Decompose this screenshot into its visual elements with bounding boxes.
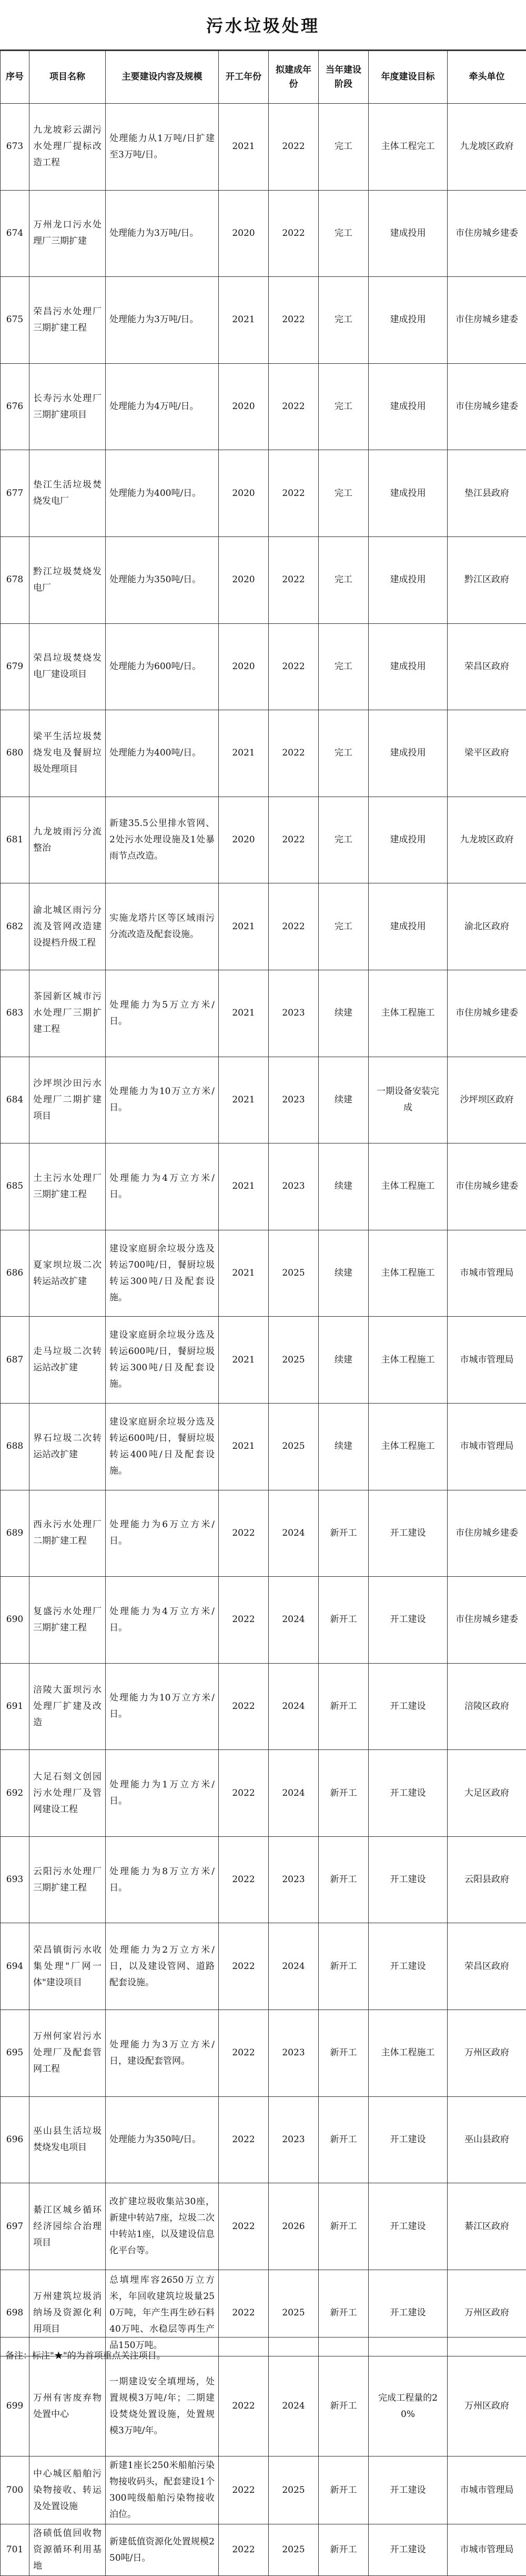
construction-content-cell: 处理能力为5万立方米/日。: [106, 970, 219, 1057]
construction-stage-cell: 续建: [319, 1230, 369, 1317]
project-name-cell: 万州何家岩污水处理厂及配套管网工程: [29, 2010, 106, 2097]
project-table: [0, 51, 526, 2576]
construction-content-cell: 处理能力为2万立方米/日，以及建设管网、道路配套设施。: [106, 1923, 219, 2010]
table-row: [1, 536, 526, 623]
start-year-cell: 2022: [219, 2010, 269, 2097]
row-number-cell: 683: [1, 970, 29, 1057]
table-row: [1, 1663, 526, 1750]
start-year-cell: 2022: [219, 2456, 269, 2524]
completion-year-cell: 2025: [269, 2524, 319, 2576]
row-number-cell: 676: [1, 363, 29, 450]
construction-stage-cell: 续建: [319, 1143, 369, 1230]
completion-year-cell: 2022: [269, 623, 319, 710]
lead-unit-cell: 綦江区政府: [448, 2183, 526, 2270]
completion-year-cell: 2022: [269, 536, 319, 623]
start-year-cell: 2022: [219, 1663, 269, 1750]
lead-unit-cell: 市住房城乡建委: [448, 1143, 526, 1230]
project-name-cell: 夏家坝垃圾二次转运站改扩建: [29, 1230, 106, 1317]
annual-goal-cell: 建成投用: [369, 797, 448, 883]
project-name-cell: 云阳污水处理厂三期扩建工程: [29, 1836, 106, 1923]
annual-goal-cell: 开工建设: [369, 2096, 448, 2183]
header-cell: 当年建设阶段: [319, 51, 369, 104]
start-year-cell: 2021: [219, 1143, 269, 1230]
start-year-cell: 2022: [219, 2270, 269, 2356]
header-cell: 开工年份: [219, 51, 269, 104]
header-cell: 序号: [1, 51, 29, 104]
lead-unit-cell: 垫江县政府: [448, 450, 526, 537]
construction-stage-cell: 新开工: [319, 1750, 369, 1837]
lead-unit-cell: 九龙坡区政府: [448, 797, 526, 883]
project-name-cell: 土主污水处理厂三期扩建工程: [29, 1143, 106, 1230]
completion-year-cell: 2024: [269, 1490, 319, 1577]
table-row: [1, 623, 526, 710]
project-name-cell: 西永污水处理厂二期扩建工程: [29, 1490, 106, 1577]
lead-unit-cell: 市住房城乡建委: [448, 363, 526, 450]
construction-content-cell: 处理能力为3万吨/日。: [106, 190, 219, 277]
annual-goal-cell: 建成投用: [369, 623, 448, 710]
completion-year-cell: 2025: [269, 1317, 319, 1404]
project-name-cell: 巫山县生活垃圾焚烧发电项目: [29, 2096, 106, 2183]
annual-goal-cell: 开工建设: [369, 2183, 448, 2270]
lead-unit-cell: 荣昌区政府: [448, 1923, 526, 2010]
project-name-cell: 九龙坡雨污分流整治: [29, 797, 106, 883]
row-number-cell: 691: [1, 1663, 29, 1750]
start-year-cell: 2022: [219, 2183, 269, 2270]
table-row: [1, 2010, 526, 2097]
annual-goal-cell: 开工建设: [369, 1836, 448, 1923]
construction-content-cell: 改扩建垃圾收集站30座，新建中转站7座，垃圾二次中转站1座，以及建设信息化平台等。: [106, 2183, 219, 2270]
construction-content-cell: 处理能力为400吨/日。: [106, 710, 219, 797]
row-number-cell: 701: [1, 2524, 29, 2576]
completion-year-cell: 2022: [269, 104, 319, 191]
completion-year-cell: 2022: [269, 710, 319, 797]
table-row: [1, 797, 526, 883]
construction-stage-cell: 续建: [319, 970, 369, 1057]
construction-stage-cell: 完工: [319, 797, 369, 883]
annual-goal-cell: 建成投用: [369, 450, 448, 537]
table-row: [1, 277, 526, 364]
annual-goal-cell: 一期设备安装完成: [369, 1057, 448, 1143]
lead-unit-cell: 市住房城乡建委: [448, 1577, 526, 1664]
row-number-cell: 678: [1, 536, 29, 623]
completion-year-cell: 2022: [269, 797, 319, 883]
annual-goal-cell: 开工建设: [369, 1663, 448, 1750]
table-row: [1, 2183, 526, 2270]
project-name-cell: 荣昌镇街污水收集处理"厂网一体"建设项目: [29, 1923, 106, 2010]
header-cell: 牵头单位: [448, 51, 526, 104]
row-number-cell: 681: [1, 797, 29, 883]
start-year-cell: 2020: [219, 623, 269, 710]
row-number-cell: 700: [1, 2456, 29, 2524]
start-year-cell: 2022: [219, 1750, 269, 1837]
construction-content-cell: 处理能力为350吨/日。: [106, 2096, 219, 2183]
table-row: [1, 1750, 526, 1837]
start-year-cell: 2021: [219, 883, 269, 970]
annual-goal-cell: 开工建设: [369, 1923, 448, 2010]
construction-stage-cell: 续建: [319, 1057, 369, 1143]
completion-year-cell: 2022: [269, 363, 319, 450]
table-row: [1, 1836, 526, 1923]
completion-year-cell: 2026: [269, 2183, 319, 2270]
project-name-cell: 荣昌污水处理厂三期扩建工程: [29, 277, 106, 364]
annual-goal-cell: 建成投用: [369, 536, 448, 623]
start-year-cell: 2022: [219, 2096, 269, 2183]
construction-content-cell: 新建低值资源化处置规模250吨/日。: [106, 2524, 219, 2576]
completion-year-cell: 2025: [269, 1230, 319, 1317]
project-name-cell: 九龙坡彩云湖污水处理厂提标改造工程: [29, 104, 106, 191]
row-number-cell: 698: [1, 2270, 29, 2356]
completion-year-cell: 2023: [269, 1143, 319, 1230]
construction-content-cell: 一期建设安全填埋场，处置规模3万吨/年；二期建设焚烧处置设施，处置规模3万吨/年。: [106, 2356, 219, 2456]
project-name-cell: 荣昌垃圾焚烧发电厂建设项目: [29, 623, 106, 710]
construction-stage-cell: 完工: [319, 450, 369, 537]
start-year-cell: 2022: [219, 1490, 269, 1577]
construction-content-cell: 总填埋库容2650万立方米，年回收建筑垃圾量250万吨，年产生再生砂石料40万吨、水稳层等再生产品150万吨。: [106, 2270, 219, 2356]
start-year-cell: 2022: [219, 1577, 269, 1664]
row-number-cell: 696: [1, 2096, 29, 2183]
row-number-cell: 690: [1, 1577, 29, 1664]
annual-goal-cell: 主体工程施工: [369, 2010, 448, 2097]
annual-goal-cell: 建成投用: [369, 190, 448, 277]
table-row: [1, 2456, 526, 2524]
completion-year-cell: 2024: [269, 1750, 319, 1837]
table-row: [1, 1403, 526, 1490]
start-year-cell: 2021: [219, 104, 269, 191]
construction-stage-cell: 续建: [319, 1403, 369, 1490]
start-year-cell: 2020: [219, 450, 269, 537]
row-number-cell: 680: [1, 710, 29, 797]
construction-stage-cell: 续建: [319, 1317, 369, 1404]
construction-stage-cell: 完工: [319, 190, 369, 277]
table-row: [1, 1143, 526, 1230]
table-row: [1, 104, 526, 191]
lead-unit-cell: 九龙坡区政府: [448, 104, 526, 191]
table-row: [1, 2096, 526, 2183]
lead-unit-cell: 市城市管理局: [448, 1317, 526, 1404]
project-name-cell: 万州有害废弃物处置中心: [29, 2356, 106, 2456]
construction-stage-cell: 新开工: [319, 2010, 369, 2097]
table-row: [1, 1317, 526, 1404]
completion-year-cell: 2022: [269, 190, 319, 277]
construction-stage-cell: 完工: [319, 623, 369, 710]
start-year-cell: 2020: [219, 797, 269, 883]
row-number-cell: 677: [1, 450, 29, 537]
construction-stage-cell: 新开工: [319, 2096, 369, 2183]
row-number-cell: 697: [1, 2183, 29, 2270]
annual-goal-cell: 主体工程施工: [369, 970, 448, 1057]
start-year-cell: 2021: [219, 1230, 269, 1317]
construction-content-cell: 新建35.5公里排水管网、2处污水处理设施及1处暴雨节点改造。: [106, 797, 219, 883]
row-number-cell: 694: [1, 1923, 29, 2010]
table-row: [1, 190, 526, 277]
completion-year-cell: 2024: [269, 2356, 319, 2456]
completion-year-cell: 2025: [269, 1403, 319, 1490]
project-name-cell: 洛碛低值回收物资源循环利用基地: [29, 2524, 106, 2576]
table-header-row: [1, 51, 526, 104]
row-number-cell: 687: [1, 1317, 29, 1404]
row-number-cell: 684: [1, 1057, 29, 1143]
annual-goal-cell: 主体工程完工: [369, 104, 448, 191]
construction-stage-cell: 新开工: [319, 2270, 369, 2356]
table-row: [1, 363, 526, 450]
completion-year-cell: 2025: [269, 2270, 319, 2356]
construction-stage-cell: 新开工: [319, 1577, 369, 1664]
construction-content-cell: 建设家庭厨余垃圾分选及转运600吨/日，餐厨垃圾转运400吨/日及配套设施。: [106, 1403, 219, 1490]
annual-goal-cell: 开工建设: [369, 2524, 448, 2576]
project-name-cell: 大足石刻文创园污水处理厂及管网建设工程: [29, 1750, 106, 1837]
construction-stage-cell: 新开工: [319, 2183, 369, 2270]
construction-content-cell: 处理能力为4万立方米/日。: [106, 1143, 219, 1230]
project-name-cell: 沙坪坝沙田污水处理厂二期扩建项目: [29, 1057, 106, 1143]
start-year-cell: 2021: [219, 277, 269, 364]
lead-unit-cell: 万州区政府: [448, 2010, 526, 2097]
construction-stage-cell: 完工: [319, 277, 369, 364]
construction-content-cell: 处理能力为600吨/日。: [106, 623, 219, 710]
project-name-cell: 垫江生活垃圾焚烧发电厂: [29, 450, 106, 537]
row-number-cell: 679: [1, 623, 29, 710]
row-number-cell: 693: [1, 1836, 29, 1923]
lead-unit-cell: 荣昌区政府: [448, 623, 526, 710]
construction-content-cell: 处理能力从1万吨/日扩建至3万吨/日。: [106, 104, 219, 191]
start-year-cell: 2022: [219, 2524, 269, 2576]
header-cell: 拟建成年份: [269, 51, 319, 104]
construction-content-cell: 处理能力为10万立方米/日。: [106, 1663, 219, 1750]
construction-stage-cell: 新开工: [319, 1490, 369, 1577]
row-number-cell: 685: [1, 1143, 29, 1230]
row-number-cell: 675: [1, 277, 29, 364]
completion-year-cell: 2023: [269, 970, 319, 1057]
annual-goal-cell: 建成投用: [369, 363, 448, 450]
table-row: [1, 970, 526, 1057]
start-year-cell: 2021: [219, 710, 269, 797]
project-name-cell: 界石垃圾二次转运站改扩建: [29, 1403, 106, 1490]
start-year-cell: 2021: [219, 1317, 269, 1404]
lead-unit-cell: 万州区政府: [448, 2356, 526, 2456]
completion-year-cell: 2025: [269, 2456, 319, 2524]
lead-unit-cell: 渝北区政府: [448, 883, 526, 970]
construction-stage-cell: 新开工: [319, 2456, 369, 2524]
project-name-cell: 綦江区城乡循环经济园综合治理项目: [29, 2183, 106, 2270]
row-number-cell: 682: [1, 883, 29, 970]
lead-unit-cell: 市住房城乡建委: [448, 190, 526, 277]
project-name-cell: 走马垃圾二次转运站改扩建: [29, 1317, 106, 1404]
start-year-cell: 2021: [219, 1403, 269, 1490]
page-title: 污水垃圾处理: [0, 0, 526, 51]
project-name-cell: 中心城区船舶污染物接收、转运及处置设施: [29, 2456, 106, 2524]
table-row: [1, 1577, 526, 1664]
completion-year-cell: 2023: [269, 1057, 319, 1143]
row-number-cell: 673: [1, 104, 29, 191]
construction-content-cell: 建设家庭厨余垃圾分选及转运600吨/日，餐厨垃圾转运300吨/日及配套设施。: [106, 1317, 219, 1404]
annual-goal-cell: 主体工程施工: [369, 1317, 448, 1404]
row-number-cell: 695: [1, 2010, 29, 2097]
construction-stage-cell: 新开工: [319, 1836, 369, 1923]
construction-content-cell: 处理能力为3万立方米/日，建设配套管网。: [106, 2010, 219, 2097]
lead-unit-cell: 市住房城乡建委: [448, 970, 526, 1057]
project-name-cell: 长寿污水处理厂三期扩建项目: [29, 363, 106, 450]
annual-goal-cell: 主体工程施工: [369, 1143, 448, 1230]
start-year-cell: 2020: [219, 536, 269, 623]
start-year-cell: 2020: [219, 190, 269, 277]
project-name-cell: 复盛污水处理厂三期扩建工程: [29, 1577, 106, 1664]
construction-stage-cell: 完工: [319, 883, 369, 970]
lead-unit-cell: 市住房城乡建委: [448, 1490, 526, 1577]
construction-stage-cell: 新开工: [319, 2524, 369, 2576]
annual-goal-cell: 开工建设: [369, 1490, 448, 1577]
construction-content-cell: 处理能力为350吨/日。: [106, 536, 219, 623]
table-row: [1, 1490, 526, 1577]
annual-goal-cell: 完成工程量的20%: [369, 2356, 448, 2456]
row-number-cell: 699: [1, 2356, 29, 2456]
header-cell: 项目名称: [29, 51, 106, 104]
construction-content-cell: 处理能力为6万立方米/日。: [106, 1490, 219, 1577]
annual-goal-cell: 开工建设: [369, 2456, 448, 2524]
lead-unit-cell: 市城市管理局: [448, 2524, 526, 2576]
completion-year-cell: 2024: [269, 1923, 319, 2010]
lead-unit-cell: 市城市管理局: [448, 1403, 526, 1490]
construction-stage-cell: 完工: [319, 536, 369, 623]
construction-stage-cell: 新开工: [319, 1923, 369, 2010]
project-name-cell: 涪陵大蛋坝污水处理厂扩建及改造: [29, 1663, 106, 1750]
table-row: [1, 710, 526, 797]
construction-content-cell: 实施龙塔片区等区域雨污分流改造及配套设施。: [106, 883, 219, 970]
project-name-cell: 万州龙口污水处理厂三期扩建: [29, 190, 106, 277]
project-name-cell: 万州建筑垃圾消纳场及资源化利用项目: [29, 2270, 106, 2356]
row-number-cell: 688: [1, 1403, 29, 1490]
row-number-cell: 692: [1, 1750, 29, 1837]
row-number-cell: 686: [1, 1230, 29, 1317]
completion-year-cell: 2024: [269, 1577, 319, 1664]
table-row: [1, 1230, 526, 1317]
construction-content-cell: 处理能力为8万立方米/日。: [106, 1836, 219, 1923]
project-name-cell: 渝北城区雨污分流及管网改造建设提档升级工程: [29, 883, 106, 970]
project-name-cell: 黔江垃圾焚烧发电厂: [29, 536, 106, 623]
lead-unit-cell: 沙坪坝区政府: [448, 1057, 526, 1143]
header-cell: 主要建设内容及规模: [106, 51, 219, 104]
row-number-cell: 689: [1, 1490, 29, 1577]
lead-unit-cell: 涪陵区政府: [448, 1663, 526, 1750]
start-year-cell: 2020: [219, 363, 269, 450]
footnote: 备注：标注"★"的为首项重点关注项目。: [0, 2337, 526, 2372]
completion-year-cell: 2022: [269, 883, 319, 970]
completion-year-cell: 2024: [269, 1663, 319, 1750]
start-year-cell: 2021: [219, 1057, 269, 1143]
construction-content-cell: 建设家庭厨余垃圾分选及转运700吨/日，餐厨垃圾转运300吨/日及配套设施。: [106, 1230, 219, 1317]
construction-content-cell: 处理能力为3万吨/日。: [106, 277, 219, 364]
annual-goal-cell: 主体工程施工: [369, 1230, 448, 1317]
annual-goal-cell: 主体工程施工: [369, 1403, 448, 1490]
project-name-cell: 茶园新区城市污水处理厂三期扩建工程: [29, 970, 106, 1057]
construction-content-cell: 处理能力为1万立方米/日。: [106, 1750, 219, 1837]
construction-stage-cell: 新开工: [319, 2356, 369, 2456]
table-row: [1, 883, 526, 970]
lead-unit-cell: 市住房城乡建委: [448, 277, 526, 364]
construction-stage-cell: 完工: [319, 710, 369, 797]
table-row: [1, 1923, 526, 2010]
start-year-cell: 2022: [219, 2356, 269, 2456]
lead-unit-cell: 大足区政府: [448, 1750, 526, 1837]
construction-content-cell: 处理能力为4万立方米/日。: [106, 1577, 219, 1664]
annual-goal-cell: 开工建设: [369, 1750, 448, 1837]
annual-goal-cell: 建成投用: [369, 883, 448, 970]
construction-stage-cell: 新开工: [319, 1663, 369, 1750]
annual-goal-cell: 建成投用: [369, 277, 448, 364]
lead-unit-cell: 市城市管理局: [448, 1230, 526, 1317]
construction-content-cell: 新建1座长250米船舶污染物接收码头，配套建设1个300吨级船舶污染物接收泊位。: [106, 2456, 219, 2524]
annual-goal-cell: 开工建设: [369, 1577, 448, 1664]
start-year-cell: 2022: [219, 1836, 269, 1923]
lead-unit-cell: 市城市管理局: [448, 2456, 526, 2524]
header-cell: 年度建设目标: [369, 51, 448, 104]
table-body: [1, 104, 526, 2576]
annual-goal-cell: 建成投用: [369, 710, 448, 797]
construction-stage-cell: 完工: [319, 104, 369, 191]
completion-year-cell: 2022: [269, 277, 319, 364]
start-year-cell: 2021: [219, 970, 269, 1057]
table-row: [1, 1057, 526, 1143]
completion-year-cell: 2023: [269, 1836, 319, 1923]
start-year-cell: 2022: [219, 1923, 269, 2010]
row-number-cell: 674: [1, 190, 29, 277]
construction-content-cell: 处理能力为4万吨/日。: [106, 363, 219, 450]
construction-content-cell: 处理能力为10万立方米/日。: [106, 1057, 219, 1143]
completion-year-cell: 2022: [269, 450, 319, 537]
annual-goal-cell: 开工建设: [369, 2270, 448, 2356]
lead-unit-cell: 云阳县政府: [448, 1836, 526, 1923]
lead-unit-cell: 万州区政府: [448, 2270, 526, 2356]
construction-content-cell: 处理能力为400吨/日。: [106, 450, 219, 537]
table-row: [1, 450, 526, 537]
construction-stage-cell: 完工: [319, 363, 369, 450]
project-name-cell: 梁平生活垃圾焚烧发电及餐厨垃圾处理项目: [29, 710, 106, 797]
table-row: [1, 2524, 526, 2576]
completion-year-cell: 2023: [269, 2010, 319, 2097]
completion-year-cell: 2023: [269, 2096, 319, 2183]
lead-unit-cell: 巫山县政府: [448, 2096, 526, 2183]
lead-unit-cell: 梁平区政府: [448, 710, 526, 797]
lead-unit-cell: 黔江区政府: [448, 536, 526, 623]
